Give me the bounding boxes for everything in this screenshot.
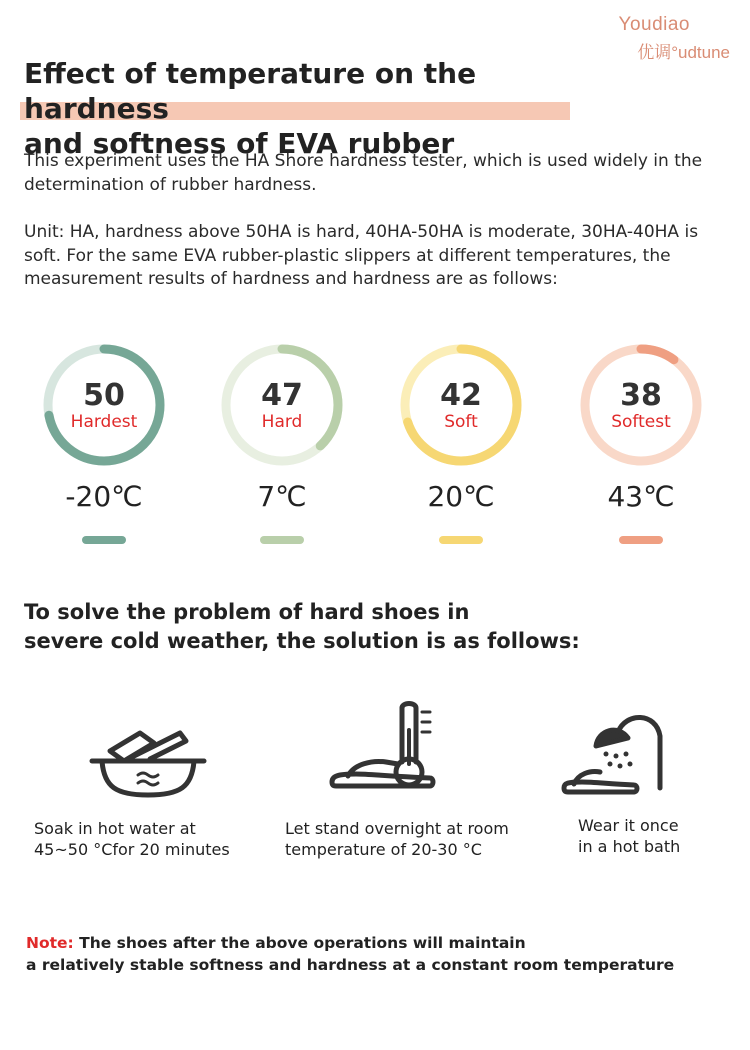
gauge-temperature: -20℃	[65, 480, 143, 513]
note-label: Note:	[26, 934, 74, 952]
intro-paragraph-2: Unit: HA, hardness above 50HA is hard, 40HA-50HA is moderate, 30HA-40HA is soft. For the same EVA rubber-plastic slippers at different temperatures, the measurement results of hardness and hardness are as follows:	[24, 222, 699, 289]
solution-heading-line-1: To solve the problem of hard shoes in	[24, 600, 470, 624]
step-caption-line-1: Soak in hot water at	[34, 819, 196, 838]
gauge-temperature: 20℃	[427, 480, 495, 513]
thermometer-slipper-icon	[326, 700, 451, 804]
gauge-color-bar	[439, 536, 483, 544]
hardness-gauges	[0, 340, 750, 560]
gauge-color-bar	[260, 536, 304, 544]
title-line-1: Effect of temperature on the hardness	[24, 57, 477, 125]
gauge-minus20	[29, 340, 179, 513]
gauge-temperature: 43℃	[607, 480, 675, 513]
brand-logo	[619, 14, 730, 63]
shower-slipper-icon	[560, 706, 670, 800]
gauge-43	[566, 340, 716, 513]
step-caption	[578, 815, 680, 857]
brand-name: Youdiao	[618, 14, 690, 35]
step-caption-line-1: Wear it once	[578, 816, 679, 835]
step-caption-line-2: in a hot bath	[578, 837, 681, 856]
step-caption-line-2: 45~50 °Cfor 20 minutes	[34, 840, 230, 859]
solution-heading	[24, 598, 580, 656]
gauge-value: 42	[440, 378, 482, 413]
gauge-value: 50	[83, 378, 125, 413]
note-line-1: The shoes after the above operations will maintain	[73, 934, 526, 952]
gauge-value: 47	[261, 378, 303, 413]
gauge-label: Hardest	[70, 412, 138, 432]
brand-subtitle: 优调°udtune	[637, 43, 730, 62]
gauge-20	[386, 340, 536, 513]
intro-paragraph-1: This experiment uses the HA Shore hardness tester, which is used widely in the determination of rubber hardness.	[24, 151, 703, 195]
gauge-7	[207, 340, 357, 513]
gauge-label: Soft	[444, 412, 478, 432]
page-title-block	[24, 56, 624, 161]
page-title	[24, 56, 624, 161]
gauge-label: Hard	[261, 412, 303, 432]
gauge-color-bar	[619, 536, 663, 544]
note	[26, 932, 736, 976]
gauge-value: 38	[620, 378, 662, 413]
intro-text	[24, 150, 724, 292]
gauge-label: Softest	[611, 412, 671, 432]
note-line-2: a relatively stable softness and hardness at a constant room temperature	[26, 956, 675, 974]
step-caption-line-2: temperature of 20-30 °C	[285, 840, 482, 859]
solution-heading-line-2: severe cold weather, the solution is as follows:	[24, 629, 580, 653]
step-caption	[34, 818, 230, 860]
step-caption-line-1: Let stand overnight at room	[285, 819, 509, 838]
gauge-color-bar	[82, 536, 126, 544]
hot-water-basin-icon	[88, 725, 208, 809]
title-line-2: and softness of EVA rubber	[24, 127, 455, 160]
step-caption	[285, 818, 509, 860]
gauge-temperature: 7℃	[257, 480, 307, 513]
